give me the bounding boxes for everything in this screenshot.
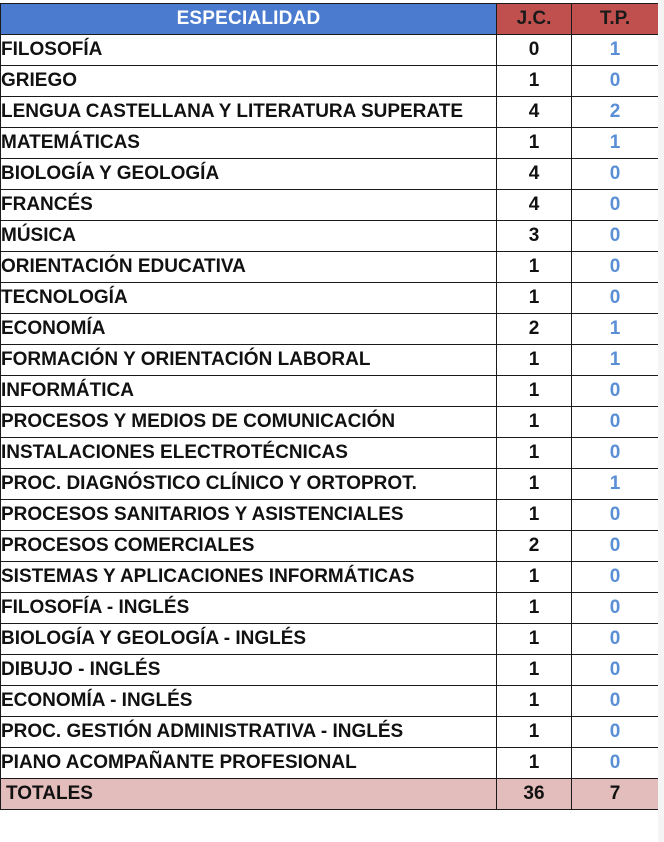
cell-especialidad[interactable]: PROCESOS COMERCIALES [1,531,497,562]
cell-especialidad[interactable]: BIOLOGÍA Y GEOLOGÍA - INGLÉS [1,624,497,655]
table-row [1,748,659,779]
table-row [1,531,659,562]
cell-tp[interactable]: 0 [572,500,659,531]
cell-jc[interactable]: 0 [497,35,572,66]
cell-especialidad[interactable]: DIBUJO - INGLÉS [1,655,497,686]
cell-especialidad[interactable]: ECONOMÍA - INGLÉS [1,686,497,717]
cell-especialidad[interactable]: LENGUA CASTELLANA Y LITERATURA SUPERATE [1,97,497,128]
cell-jc[interactable]: 1 [497,593,572,624]
cell-especialidad[interactable]: PROCESOS SANITARIOS Y ASISTENCIALES [1,500,497,531]
cell-especialidad[interactable]: PROCESOS Y MEDIOS DE COMUNICACIÓN [1,407,497,438]
table-row [1,593,659,624]
cell-tp[interactable]: 1 [572,35,659,66]
cell-jc[interactable]: 4 [497,97,572,128]
cell-jc[interactable]: 1 [497,748,572,779]
cell-jc[interactable]: 1 [497,438,572,469]
cell-tp[interactable]: 0 [572,159,659,190]
table-row [1,717,659,748]
cell-jc[interactable]: 1 [497,624,572,655]
table-row [1,128,659,159]
cell-tp[interactable]: 1 [572,469,659,500]
cell-jc[interactable]: 1 [497,562,572,593]
cell-especialidad[interactable]: INFORMÁTICA [1,376,497,407]
table-body [1,35,659,779]
cell-jc[interactable]: 1 [497,345,572,376]
cell-especialidad[interactable]: GRIEGO [1,66,497,97]
cell-especialidad[interactable]: TECNOLOGÍA [1,283,497,314]
sheet-right-margin [658,0,664,842]
table-row [1,35,659,66]
totals-jc[interactable]: 36 [497,779,572,810]
cell-tp[interactable]: 0 [572,562,659,593]
cell-especialidad[interactable]: PROC. DIAGNÓSTICO CLÍNICO Y ORTOPROT. [1,469,497,500]
header-especialidad[interactable]: ESPECIALIDAD [1,4,497,35]
table-row [1,283,659,314]
table-row [1,686,659,717]
cell-especialidad[interactable]: ORIENTACIÓN EDUCATIVA [1,252,497,283]
cell-especialidad[interactable]: PROC. GESTIÓN ADMINISTRATIVA - INGLÉS [1,717,497,748]
table-row [1,376,659,407]
cell-tp[interactable]: 0 [572,221,659,252]
table-row [1,159,659,190]
cell-jc[interactable]: 1 [497,376,572,407]
cell-jc[interactable]: 1 [497,128,572,159]
cell-tp[interactable]: 0 [572,531,659,562]
cell-tp[interactable]: 0 [572,748,659,779]
cell-jc[interactable]: 1 [497,686,572,717]
cell-jc[interactable]: 4 [497,190,572,221]
cell-tp[interactable]: 0 [572,655,659,686]
cell-jc[interactable]: 2 [497,531,572,562]
cell-tp[interactable]: 0 [572,593,659,624]
cell-tp[interactable]: 0 [572,624,659,655]
cell-tp[interactable]: 0 [572,190,659,221]
table-row [1,97,659,128]
header-jc[interactable]: J.C. [497,4,572,35]
cell-tp[interactable]: 1 [572,128,659,159]
totals-label[interactable]: TOTALES [1,779,497,810]
cell-jc[interactable]: 1 [497,66,572,97]
especialidades-table [0,3,659,810]
cell-especialidad[interactable]: MATEMÁTICAS [1,128,497,159]
cell-especialidad[interactable]: MÚSICA [1,221,497,252]
cell-tp[interactable]: 0 [572,66,659,97]
cell-especialidad[interactable]: SISTEMAS Y APLICACIONES INFORMÁTICAS [1,562,497,593]
cell-especialidad[interactable]: BIOLOGÍA Y GEOLOGÍA [1,159,497,190]
cell-tp[interactable]: 0 [572,717,659,748]
table-row [1,190,659,221]
cell-jc[interactable]: 4 [497,159,572,190]
cell-jc[interactable]: 1 [497,407,572,438]
table-row [1,314,659,345]
table-row [1,345,659,376]
cell-tp[interactable]: 0 [572,252,659,283]
cell-jc[interactable]: 3 [497,221,572,252]
cell-especialidad[interactable]: PIANO ACOMPAÑANTE PROFESIONAL [1,748,497,779]
table-row [1,469,659,500]
cell-jc[interactable]: 1 [497,283,572,314]
cell-especialidad[interactable]: INSTALACIONES ELECTROTÉCNICAS [1,438,497,469]
table-row [1,221,659,252]
table-row [1,562,659,593]
cell-especialidad[interactable]: FORMACIÓN Y ORIENTACIÓN LABORAL [1,345,497,376]
cell-especialidad[interactable]: FILOSOFÍA - INGLÉS [1,593,497,624]
table-row [1,500,659,531]
header-row [1,4,659,35]
cell-especialidad[interactable]: ECONOMÍA [1,314,497,345]
cell-tp[interactable]: 1 [572,314,659,345]
table-row [1,624,659,655]
table-row [1,407,659,438]
totals-row [1,779,659,810]
cell-tp[interactable]: 1 [572,345,659,376]
cell-jc[interactable]: 1 [497,500,572,531]
cell-especialidad[interactable]: FILOSOFÍA [1,35,497,66]
cell-jc[interactable]: 2 [497,314,572,345]
cell-jc[interactable]: 1 [497,655,572,686]
table-row [1,252,659,283]
cell-especialidad[interactable]: FRANCÉS [1,190,497,221]
cell-jc[interactable]: 1 [497,469,572,500]
table-row [1,655,659,686]
cell-jc[interactable]: 1 [497,252,572,283]
cell-tp[interactable]: 0 [572,376,659,407]
cell-tp[interactable]: 0 [572,438,659,469]
totals-tp[interactable]: 7 [572,779,659,810]
cell-tp[interactable]: 0 [572,407,659,438]
cell-tp[interactable]: 2 [572,97,659,128]
cell-tp[interactable]: 0 [572,686,659,717]
cell-tp[interactable]: 0 [572,283,659,314]
table-row [1,438,659,469]
cell-jc[interactable]: 1 [497,717,572,748]
header-tp[interactable]: T.P. [572,4,659,35]
table-row [1,66,659,97]
